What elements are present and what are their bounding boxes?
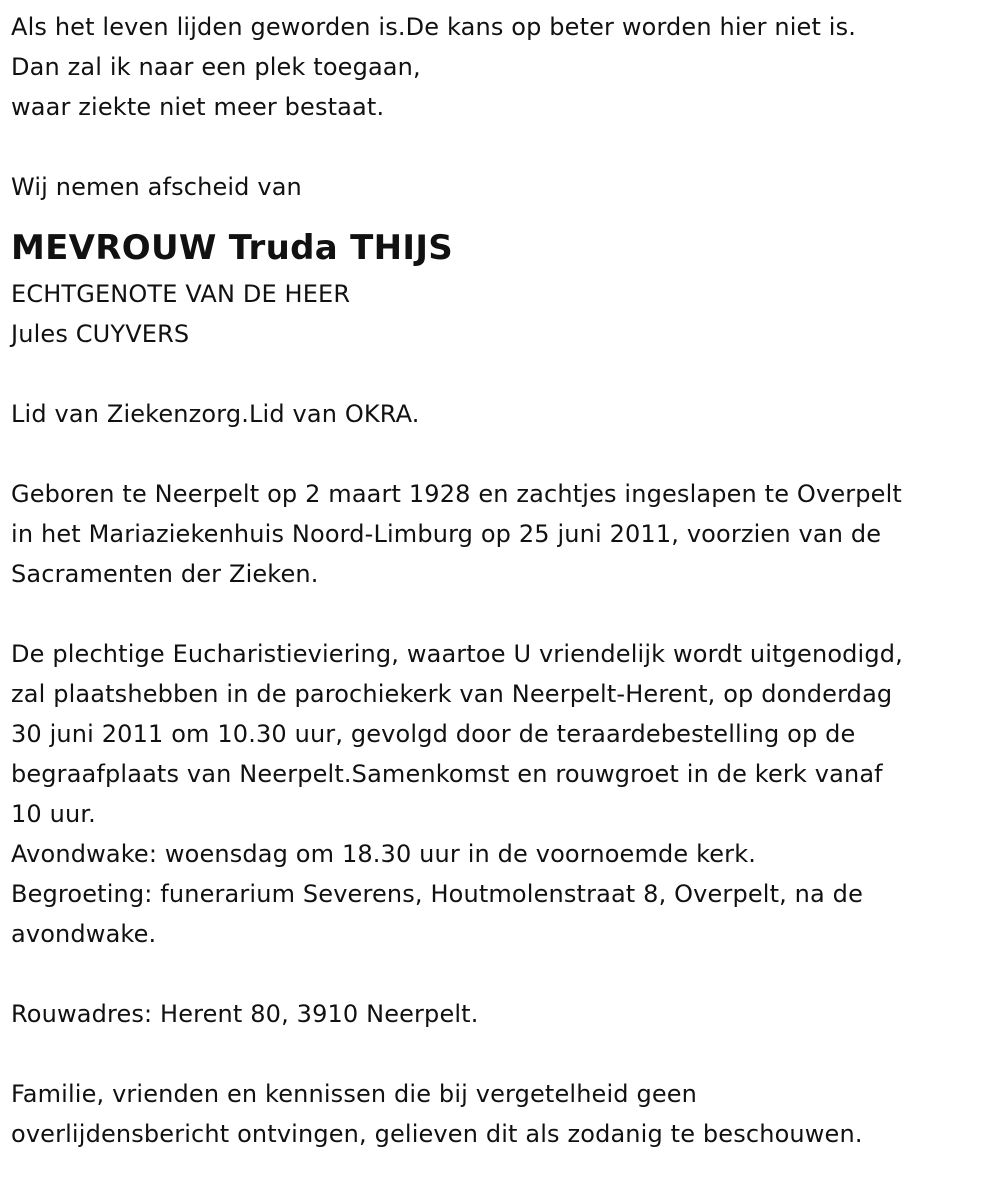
poem-line-1: Als het leven lijden geworden is.De kans op beter worden hier niet is. <box>11 13 857 41</box>
ceremony-line: begraafplaats van Neerpelt.Samenkomst en rouwgroet in de kerk vanaf <box>11 760 883 788</box>
deceased-title: ECHTGENOTE VAN DE HEER <box>11 280 351 308</box>
birth-death-paragraph <box>11 474 996 594</box>
closing-line: Familie, vrienden en kennissen die bij vergetelheid geen <box>11 1080 698 1108</box>
spacer <box>11 954 996 994</box>
greeting-line: avondwake. <box>11 920 157 948</box>
spacer <box>11 354 996 394</box>
obituary-notice <box>11 7 996 1154</box>
wake-line: Avondwake: woensdag om 18.30 uur in de voornoemde kerk. <box>11 840 757 868</box>
farewell-intro: Wij nemen afscheid van <box>11 173 302 201</box>
closing-line: overlijdensbericht ontvingen, gelieven dit als zodanig te beschouwen. <box>11 1120 863 1148</box>
spouse-name: Jules CUYVERS <box>11 320 190 348</box>
spacer <box>11 127 996 167</box>
poem-line-3: waar ziekte niet meer bestaat. <box>11 93 385 121</box>
birth-death-line: in het Mariaziekenhuis Noord-Limburg op 25 juni 2011, voorzien van de <box>11 520 882 548</box>
greeting-line: Begroeting: funerarium Severens, Houtmolenstraat 8, Overpelt, na de <box>11 880 863 908</box>
birth-death-line: Geboren te Neerpelt op 2 maart 1928 en zachtjes ingeslapen te Overpelt <box>11 480 902 508</box>
poem-line-2: Dan zal ik naar een plek toegaan, <box>11 53 421 81</box>
membership-line: Lid van Ziekenzorg.Lid van OKRA. <box>11 400 420 428</box>
poem <box>11 7 996 127</box>
deceased-name: MEVROUW Truda THIJS <box>11 228 454 268</box>
birth-death-line: Sacramenten der Zieken. <box>11 560 319 588</box>
mourning-address: Rouwadres: Herent 80, 3910 Neerpelt. <box>11 1000 479 1028</box>
ceremony-paragraph <box>11 634 996 954</box>
ceremony-line: De plechtige Eucharistieviering, waartoe U vriendelijk wordt uitgenodigd, <box>11 640 903 668</box>
spacer <box>11 1034 996 1074</box>
spacer <box>11 594 996 634</box>
ceremony-line: 30 juni 2011 om 10.30 uur, gevolgd door de teraardebestelling op de <box>11 720 856 748</box>
ceremony-line: 10 uur. <box>11 800 96 828</box>
closing-paragraph <box>11 1074 996 1154</box>
spacer <box>11 434 996 474</box>
ceremony-line: zal plaatshebben in de parochiekerk van Neerpelt-Herent, op donderdag <box>11 680 893 708</box>
